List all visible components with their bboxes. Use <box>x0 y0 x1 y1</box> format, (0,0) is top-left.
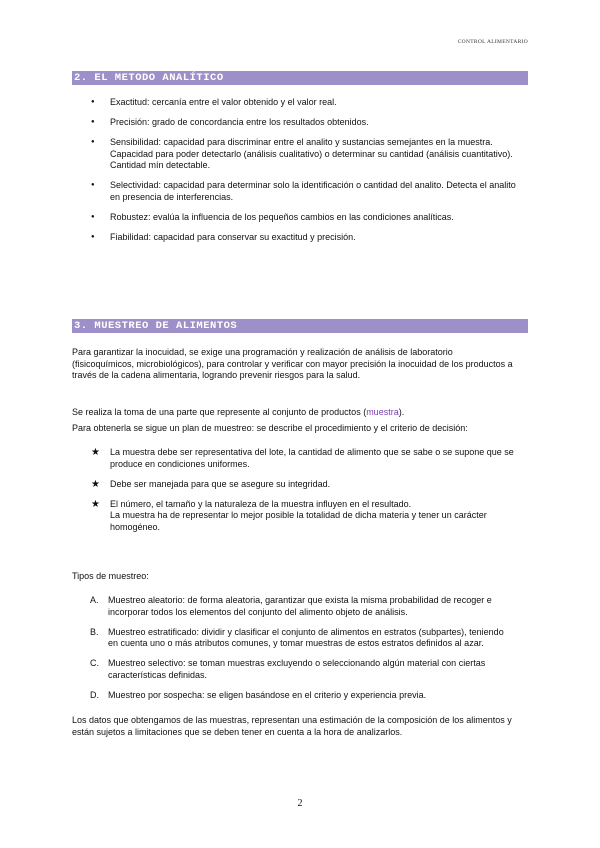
closing-paragraph <box>72 715 528 738</box>
star-icon: ★ <box>91 447 100 458</box>
running-header: CONTROL ALIMENTARIO <box>457 39 528 45</box>
bullet-icon: ● <box>91 99 95 105</box>
list-item-line: El número, el tamaño y la naturaleza de la muestra influyen en el resultado. <box>110 498 412 509</box>
method-properties-list <box>0 97 600 252</box>
paragraph-line: Los datos que obtengamos de las muestras, representan una estimación de la composición de los alimentos y <box>72 715 512 725</box>
property-item <box>0 97 600 109</box>
paragraph-line: (fisicoquímicos, microbiológicos), para controlar y verificar con mayor precisión la inocuidad de los productos a <box>72 358 513 369</box>
sampling-types-list <box>0 595 600 710</box>
requirement-item <box>0 499 600 534</box>
sampling-type-item <box>0 658 600 681</box>
sample-term: muestra <box>366 407 399 417</box>
list-marker: D. <box>90 689 99 700</box>
paragraph-line: Para garantizar la inocuidad, se exige una programación y realización de análisis de laboratorio <box>72 347 453 357</box>
list-item-line: Muestreo aleatorio: de forma aleatoria, garantizar que exista la misma probabilidad de recoger e <box>108 595 492 605</box>
list-marker: A. <box>90 595 99 605</box>
list-item-line: Muestreo por sospecha: se eligen basándose en el criterio y experiencia previa. <box>108 689 427 700</box>
section-heading-metodo: 2. EL METODO ANALÍTICO <box>72 71 528 85</box>
list-item-line: Exactitud: cercanía entre el valor obtenido y el valor real. <box>110 97 337 107</box>
sampling-type-item <box>0 627 600 650</box>
star-icon: ★ <box>91 478 100 490</box>
paragraph-line: están sujetos a limitaciones que se deben tener en cuenta a la hora de analizarlos. <box>72 726 403 737</box>
requirement-item <box>0 447 600 470</box>
sampling-type-item <box>0 690 600 702</box>
list-item-line: Cantidad mín detectable. <box>110 160 211 170</box>
section-heading-muestreo: 3. MUESTREO DE ALIMENTOS <box>72 319 528 333</box>
list-item-line: La muestra debe ser representativa del lote, la cantidad de alimento que se sabe o se supone que se <box>110 447 514 457</box>
bullet-icon: ● <box>91 213 95 220</box>
list-item-line: Sensibilidad: capacidad para discriminar entre el analito y sustancias semejantes en la muestra. <box>110 137 493 147</box>
list-item-line: La muestra ha de representar lo mejor posible la totalidad de dicha materia y tener un carácter <box>110 510 487 520</box>
sampling-plan-text: Para obtenerla se sigue un plan de muestreo: se describe el procedimiento y el criterio de decisión: <box>72 423 468 433</box>
intro-paragraph <box>72 347 528 382</box>
list-item-line: homogéneo. <box>110 521 161 532</box>
property-item <box>0 117 600 129</box>
list-item-line: incorporar todos los elementos del conjunto del alimento objeto de análisis. <box>108 606 408 617</box>
sample-requirements-list <box>0 447 600 542</box>
sampling-type-item <box>0 595 600 618</box>
list-marker: B. <box>90 626 99 637</box>
list-item-line: en cuenta uno o más atributos comunes, y tomar muestras de estos estratos definidos al azar. <box>108 638 484 648</box>
property-item <box>0 180 600 203</box>
types-heading: Tipos de muestreo: <box>72 571 149 581</box>
bullet-icon: ● <box>91 139 95 145</box>
list-item-line: produce en condiciones uniformes. <box>110 458 250 469</box>
list-item-line: en presencia de interferencias. <box>110 191 234 202</box>
property-item <box>0 212 600 224</box>
list-item-line: Muestreo estratificado: dividir y clasificar el conjunto de alimentos en estratos (subpartes), teniendo <box>108 626 504 637</box>
list-marker: C. <box>90 658 99 668</box>
star-icon: ★ <box>91 498 100 510</box>
page-number: 2 <box>297 798 303 809</box>
list-item-line: Fiabilidad: capacidad para conservar su exactitud y precisión. <box>110 231 356 242</box>
list-item-line: Precisión: grado de concordancia entre los resultados obtenidos. <box>110 117 369 127</box>
property-item <box>0 232 600 244</box>
requirement-item <box>0 479 600 491</box>
list-item-line: Robustez: evalúa la influencia de los pequeños cambios en las condiciones analíticas. <box>110 211 454 222</box>
list-item-line: Debe ser manejada para que se asegure su integridad. <box>110 478 331 489</box>
bullet-icon: ● <box>91 233 95 240</box>
bullet-icon: ● <box>91 182 95 188</box>
list-item-line: características definidas. <box>108 669 208 680</box>
bullet-icon: ● <box>91 119 95 125</box>
list-item-line: Capacidad para poder detectarlo (análisis cualitativo) o determinar su cantidad (análisis cuantitativo). <box>110 148 513 159</box>
paragraph-line: través de la cadena alimentaria, logrando prevenir riesgos para la salud. <box>72 370 361 380</box>
sample-text-post: ). <box>398 407 405 417</box>
list-item-line: Selectividad: capacidad para determinar solo la identificación o cantidad del analito. Detecta el analito <box>110 180 516 190</box>
sample-text-pre: Se realiza la toma de una parte que represente al conjunto de productos ( <box>72 407 367 417</box>
property-item <box>0 137 600 172</box>
list-item-line: Muestreo selectivo: se toman muestras excluyendo o seleccionando algún material con ciertas <box>108 658 486 668</box>
sample-definition <box>72 407 528 419</box>
